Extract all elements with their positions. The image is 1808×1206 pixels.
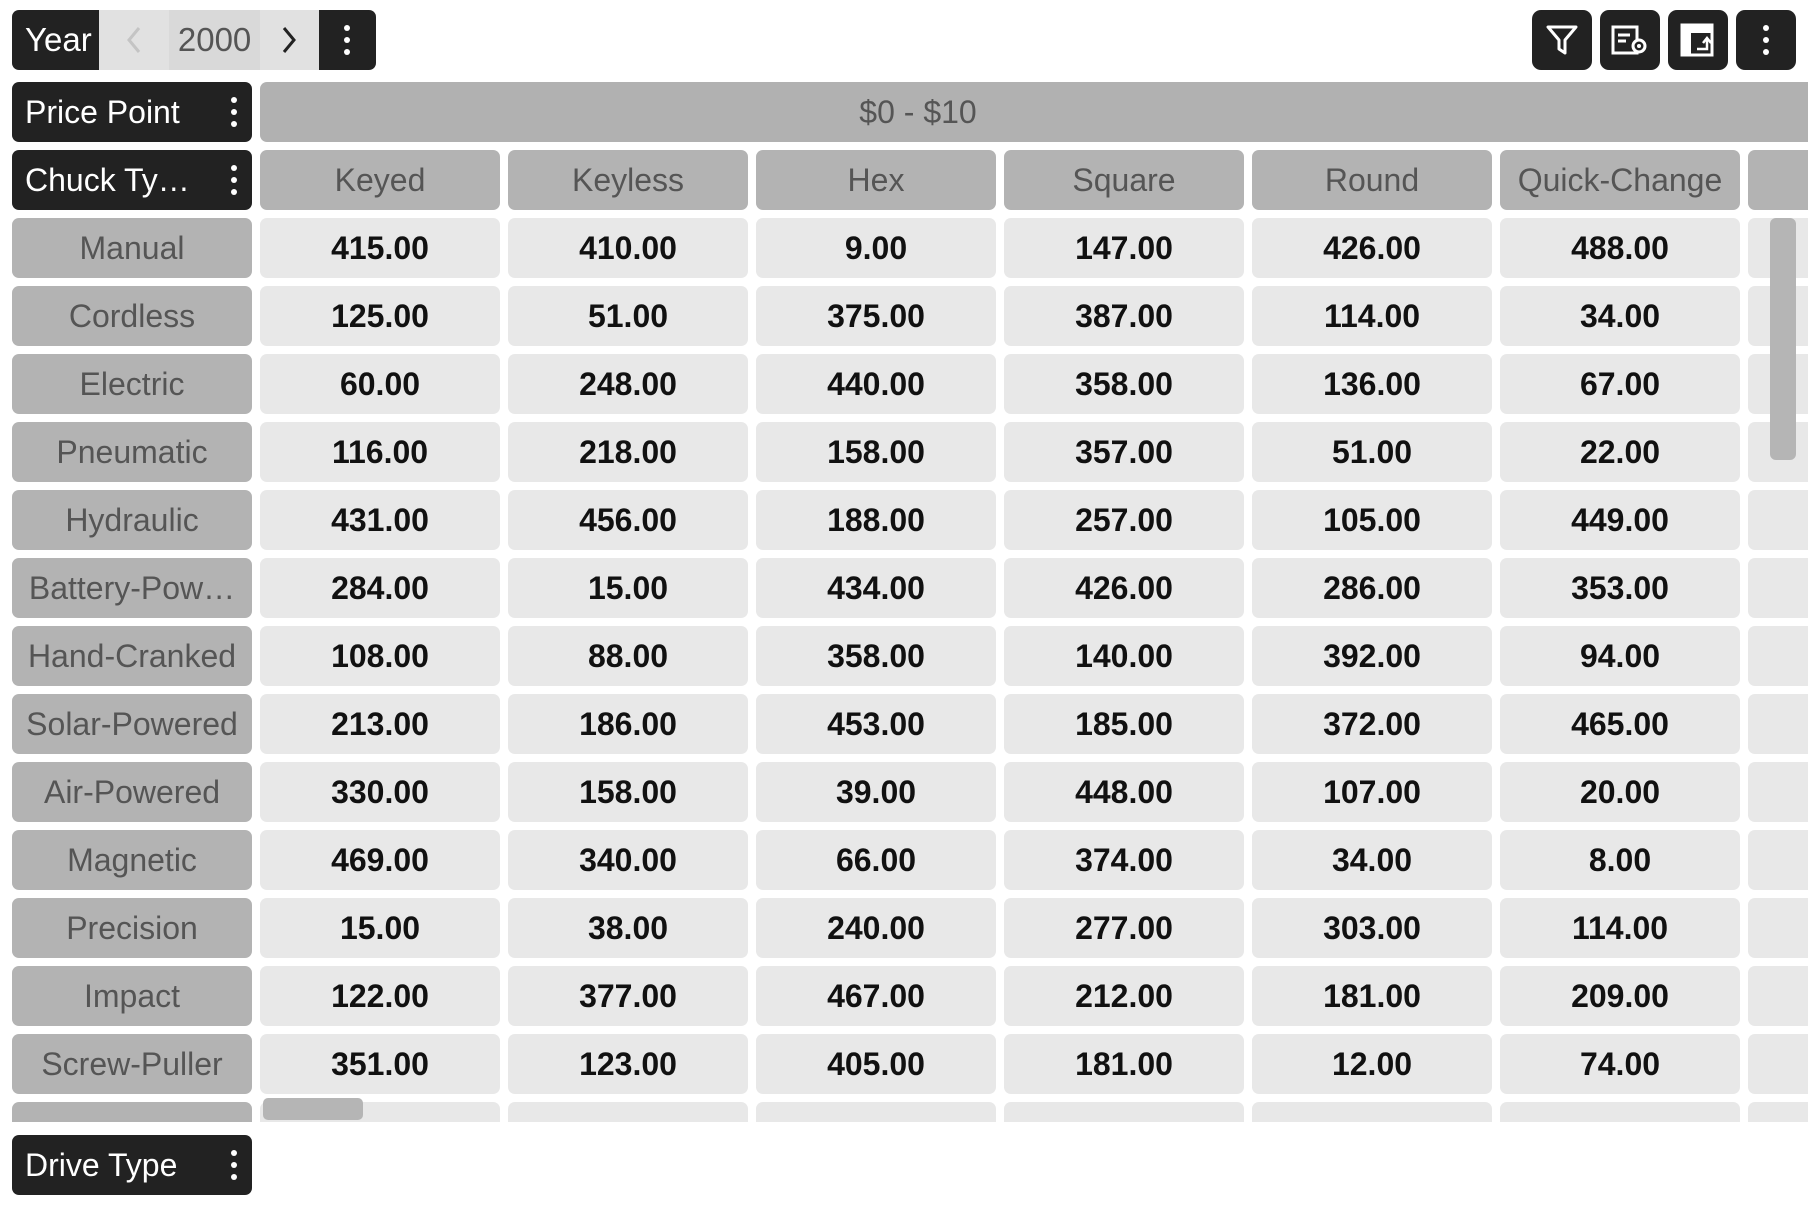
table-cell[interactable]: 434.00 — [756, 558, 996, 618]
table-cell[interactable]: 181.00 — [1252, 966, 1492, 1026]
row-header[interactable]: Manual — [12, 218, 252, 278]
year-filter — [12, 10, 376, 70]
table-cell-partial — [756, 1102, 996, 1122]
column-header[interactable]: Keyless — [508, 150, 748, 210]
table-cell[interactable]: 377.00 — [508, 966, 748, 1026]
table-cell[interactable]: 257.00 — [1004, 490, 1244, 550]
table-cell[interactable]: 114.00 — [1500, 898, 1740, 958]
table-cell[interactable]: 147.00 — [1004, 218, 1244, 278]
vertical-ellipsis-icon — [1762, 24, 1770, 56]
table-cell[interactable]: 387.00 — [1004, 286, 1244, 346]
table-cell[interactable]: 240.00 — [756, 898, 996, 958]
table-cell[interactable]: 248.00 — [508, 354, 748, 414]
table-cell[interactable]: 15.00 — [508, 558, 748, 618]
table-cell[interactable]: 20.00 — [1500, 762, 1740, 822]
column-header[interactable]: Square — [1004, 150, 1244, 210]
table-cell[interactable]: 60.00 — [260, 354, 500, 414]
table-cell[interactable]: 469.00 — [260, 830, 500, 890]
table-cell[interactable]: 358.00 — [1004, 354, 1244, 414]
vertical-ellipsis-icon — [343, 24, 351, 56]
pivot-swap-icon — [1679, 22, 1717, 58]
pivot-grid — [0, 148, 1808, 1122]
table-cell[interactable]: 181.00 — [1004, 1034, 1244, 1094]
table-cell[interactable]: 66.00 — [756, 830, 996, 890]
row-header[interactable]: Screw-Puller — [12, 1034, 252, 1094]
table-cell[interactable]: 39.00 — [756, 762, 996, 822]
year-value: 2000 — [169, 10, 260, 70]
chevron-right-icon — [280, 25, 298, 55]
table-cell[interactable]: 351.00 — [260, 1034, 500, 1094]
table-cell[interactable]: 108.00 — [260, 626, 500, 686]
table-cell-partial — [1748, 830, 1808, 890]
table-cell[interactable]: 284.00 — [260, 558, 500, 618]
vertical-ellipsis-icon — [230, 1149, 238, 1181]
table-cell[interactable]: 158.00 — [508, 762, 748, 822]
table-cell-partial — [1748, 1034, 1808, 1094]
table-cell[interactable]: 51.00 — [508, 286, 748, 346]
table-cell[interactable]: 426.00 — [1252, 218, 1492, 278]
table-cell[interactable]: 51.00 — [1252, 422, 1492, 482]
table-cell[interactable]: 277.00 — [1004, 898, 1244, 958]
table-cell[interactable]: 136.00 — [1252, 354, 1492, 414]
table-cell[interactable]: 353.00 — [1500, 558, 1740, 618]
price-point-field-label: Price Point — [25, 93, 180, 130]
vertical-ellipsis-icon — [230, 96, 238, 128]
table-cell[interactable]: 94.00 — [1500, 626, 1740, 686]
table-cell[interactable]: 374.00 — [1004, 830, 1244, 890]
table-cell-partial — [1500, 1102, 1740, 1122]
table-cell[interactable]: 116.00 — [260, 422, 500, 482]
table-cell[interactable]: 426.00 — [1004, 558, 1244, 618]
table-cell-partial — [1748, 490, 1808, 550]
row-header[interactable]: Solar-Powered — [12, 694, 252, 754]
price-group-header: $0 - $10 — [260, 82, 1808, 142]
price-point-field-button[interactable] — [12, 82, 252, 142]
table-cell-partial — [1748, 1102, 1808, 1122]
table-cell[interactable]: 188.00 — [756, 490, 996, 550]
table-cell[interactable]: 340.00 — [508, 830, 748, 890]
table-cell[interactable]: 12.00 — [1252, 1034, 1492, 1094]
column-header[interactable]: Keyed — [260, 150, 500, 210]
table-cell[interactable]: 375.00 — [756, 286, 996, 346]
table-cell[interactable]: 405.00 — [756, 1034, 996, 1094]
drive-type-field-label: Drive Type — [25, 1146, 178, 1183]
more-options-button[interactable] — [1736, 10, 1796, 70]
table-cell-partial — [508, 1102, 748, 1122]
table-cell[interactable]: 212.00 — [1004, 966, 1244, 1026]
row-header[interactable]: Impact — [12, 966, 252, 1026]
table-cell[interactable]: 410.00 — [508, 218, 748, 278]
drive-type-field-button[interactable] — [12, 1135, 252, 1195]
table-cell-partial — [1748, 898, 1808, 958]
row-header-partial — [12, 1102, 252, 1122]
table-cell[interactable]: 213.00 — [260, 694, 500, 754]
table-cell[interactable]: 330.00 — [260, 762, 500, 822]
table-cell[interactable]: 303.00 — [1252, 898, 1492, 958]
table-cell[interactable]: 185.00 — [1004, 694, 1244, 754]
table-cell[interactable]: 107.00 — [1252, 762, 1492, 822]
year-next-button[interactable] — [260, 10, 318, 70]
table-cell[interactable]: 209.00 — [1500, 966, 1740, 1026]
column-header-partial — [1748, 150, 1808, 210]
column-header[interactable]: Round — [1252, 150, 1492, 210]
table-cell[interactable]: 158.00 — [756, 422, 996, 482]
table-cell[interactable]: 218.00 — [508, 422, 748, 482]
table-cell[interactable]: 74.00 — [1500, 1034, 1740, 1094]
column-header[interactable]: Hex — [756, 150, 996, 210]
table-cell[interactable]: 453.00 — [756, 694, 996, 754]
row-header[interactable]: Cordless — [12, 286, 252, 346]
chevron-left-icon — [125, 25, 143, 55]
table-cell-partial — [1748, 762, 1808, 822]
year-menu-button[interactable] — [319, 10, 376, 70]
table-cell[interactable]: 358.00 — [756, 626, 996, 686]
table-cell[interactable]: 125.00 — [260, 286, 500, 346]
grid-bottom-mask — [0, 1122, 1808, 1206]
table-cell[interactable]: 372.00 — [1252, 694, 1492, 754]
table-cell[interactable]: 186.00 — [508, 694, 748, 754]
table-cell[interactable]: 22.00 — [1500, 422, 1740, 482]
table-cell[interactable]: 431.00 — [260, 490, 500, 550]
column-header[interactable]: Quick-Change — [1500, 150, 1740, 210]
table-cell[interactable]: 88.00 — [508, 626, 748, 686]
table-cell[interactable]: 123.00 — [508, 1034, 748, 1094]
table-cell[interactable]: 392.00 — [1252, 626, 1492, 686]
table-cell[interactable]: 357.00 — [1004, 422, 1244, 482]
table-cell-partial — [1748, 558, 1808, 618]
row-header[interactable]: Precision — [12, 898, 252, 958]
table-cell[interactable]: 456.00 — [508, 490, 748, 550]
table-cell[interactable]: 140.00 — [1004, 626, 1244, 686]
table-cell[interactable]: 449.00 — [1500, 490, 1740, 550]
table-settings-button[interactable] — [1600, 10, 1660, 70]
table-cell[interactable]: 38.00 — [508, 898, 748, 958]
vertical-scrollbar[interactable] — [1770, 218, 1796, 460]
table-cell[interactable]: 105.00 — [1252, 490, 1492, 550]
table-cell[interactable]: 467.00 — [756, 966, 996, 1026]
table-cell-partial — [1252, 1102, 1492, 1122]
year-filter-label[interactable]: Year — [12, 10, 99, 70]
table-cell[interactable]: 488.00 — [1500, 218, 1740, 278]
year-prev-button[interactable] — [99, 10, 169, 70]
filter-button[interactable] — [1532, 10, 1592, 70]
table-cell[interactable]: 114.00 — [1252, 286, 1492, 346]
table-cell-partial — [1004, 1102, 1244, 1122]
table-cell[interactable]: 122.00 — [260, 966, 500, 1026]
table-cell[interactable]: 15.00 — [260, 898, 500, 958]
horizontal-scrollbar[interactable] — [263, 1098, 363, 1120]
table-cell[interactable]: 67.00 — [1500, 354, 1740, 414]
table-cell[interactable]: 448.00 — [1004, 762, 1244, 822]
table-cell-partial — [1748, 626, 1808, 686]
pivot-swap-button[interactable] — [1668, 10, 1728, 70]
table-cell-partial — [1748, 966, 1808, 1026]
row-header[interactable]: Hand-Cranked — [12, 626, 252, 686]
row-header[interactable]: Hydraulic — [12, 490, 252, 550]
table-cell[interactable]: 465.00 — [1500, 694, 1740, 754]
row-header[interactable]: Electric — [12, 354, 252, 414]
table-cell[interactable]: 8.00 — [1500, 830, 1740, 890]
table-cell[interactable]: 440.00 — [756, 354, 996, 414]
row-header[interactable]: Magnetic — [12, 830, 252, 890]
table-cell[interactable]: 34.00 — [1500, 286, 1740, 346]
table-cell[interactable]: 34.00 — [1252, 830, 1492, 890]
row-header[interactable]: Air-Powered — [12, 762, 252, 822]
row-header[interactable]: Battery-Pow… — [12, 558, 252, 618]
chuck-type-field-label: Chuck Ty… — [25, 161, 190, 198]
table-settings-icon — [1610, 23, 1650, 57]
table-cell[interactable]: 286.00 — [1252, 558, 1492, 618]
filter-icon — [1545, 23, 1579, 57]
row-header[interactable]: Pneumatic — [12, 422, 252, 482]
table-cell-partial — [1748, 694, 1808, 754]
table-cell[interactable]: 9.00 — [756, 218, 996, 278]
table-cell[interactable]: 415.00 — [260, 218, 500, 278]
